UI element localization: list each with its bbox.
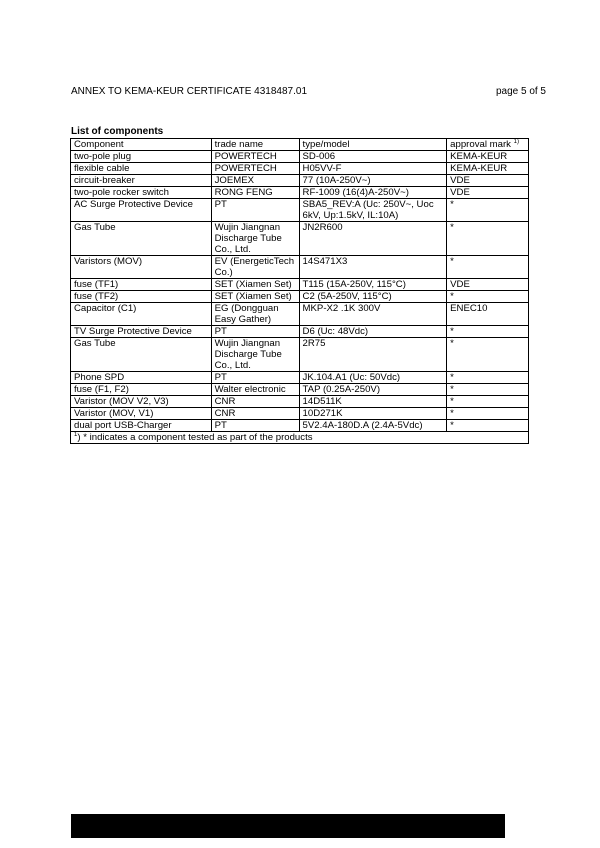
approval-mark-cell: * (447, 199, 529, 222)
table-row (71, 187, 529, 199)
trade-name-cell: POWERTECH (211, 151, 299, 163)
table-row (71, 175, 529, 187)
approval-mark-cell: KEMA-KEUR (447, 151, 529, 163)
table-row (71, 384, 529, 396)
table-row (71, 303, 529, 326)
approval-mark-cell: VDE (447, 175, 529, 187)
column-header-label: approval mark (450, 139, 511, 150)
component-cell: two-pole plug (71, 151, 212, 163)
approval-mark-cell: * (447, 384, 529, 396)
footnote-row (71, 432, 529, 444)
table-row (71, 372, 529, 384)
type-model-cell: D6 (Uc: 48Vdc) (299, 326, 447, 338)
table-header-row (71, 139, 529, 151)
trade-name-cell: PT (211, 199, 299, 222)
trade-name-cell: SET (Xiamen Set) (211, 291, 299, 303)
approval-mark-cell: * (447, 222, 529, 256)
component-cell: Phone SPD (71, 372, 212, 384)
redaction-bar (71, 814, 505, 838)
component-cell: Varistor (MOV V2, V3) (71, 396, 212, 408)
trade-name-cell: CNR (211, 396, 299, 408)
component-cell: Gas Tube (71, 338, 212, 372)
approval-mark-cell: KEMA-KEUR (447, 163, 529, 175)
type-model-cell: SBA5_REV:A (Uc: 250V~, Uoc 6kV, Up:1.5kV, IL:10A) (299, 199, 447, 222)
trade-name-cell: PT (211, 420, 299, 432)
table-row (71, 338, 529, 372)
table-row (71, 408, 529, 420)
approval-mark-cell: * (447, 408, 529, 420)
type-model-cell: 5V2.4A-180D.A (2.4A-5Vdc) (299, 420, 447, 432)
type-model-cell: 77 (10A-250V~) (299, 175, 447, 187)
footnote-marker: 1) (513, 138, 519, 145)
column-header-approval (447, 139, 529, 151)
column-header: trade name (211, 139, 299, 151)
approval-mark-cell: ENEC10 (447, 303, 529, 326)
footnote-superscript: 1 (74, 431, 78, 438)
trade-name-cell: POWERTECH (211, 163, 299, 175)
type-model-cell: JN2R600 (299, 222, 447, 256)
type-model-cell: RF-1009 (16(4)A-250V~) (299, 187, 447, 199)
type-model-cell: T115 (15A-250V, 115°C) (299, 279, 447, 291)
approval-mark-cell: * (447, 326, 529, 338)
table-row (71, 420, 529, 432)
trade-name-cell: EV (EnergeticTech Co.) (211, 256, 299, 279)
trade-name-cell: Walter electronic (211, 384, 299, 396)
type-model-cell: SD-006 (299, 151, 447, 163)
trade-name-cell: JOEMEX (211, 175, 299, 187)
table-row (71, 291, 529, 303)
type-model-cell: 14D511K (299, 396, 447, 408)
approval-mark-cell: * (447, 420, 529, 432)
component-cell: circuit-breaker (71, 175, 212, 187)
component-cell: Capacitor (C1) (71, 303, 212, 326)
approval-mark-cell: * (447, 291, 529, 303)
approval-mark-cell: VDE (447, 187, 529, 199)
component-cell: Varistor (MOV, V1) (71, 408, 212, 420)
component-cell: fuse (TF1) (71, 279, 212, 291)
component-cell: Varistors (MOV) (71, 256, 212, 279)
type-model-cell: JK.104.A1 (Uc: 50Vdc) (299, 372, 447, 384)
trade-name-cell: PT (211, 326, 299, 338)
footnote-text: ) * indicates a component tested as part of the products (77, 432, 313, 443)
component-cell: flexible cable (71, 163, 212, 175)
annex-title: ANNEX TO KEMA-KEUR CERTIFICATE 4318487.01 (71, 86, 308, 97)
approval-mark-cell: * (447, 372, 529, 384)
table-row (71, 151, 529, 163)
approval-mark-cell: * (447, 338, 529, 372)
trade-name-cell: Wujin Jiangnan Discharge Tube Co., Ltd. (211, 338, 299, 372)
approval-mark-cell: * (447, 256, 529, 279)
page-number: page 5 of 5 (495, 86, 546, 97)
component-cell: TV Surge Protective Device (71, 326, 212, 338)
type-model-cell: H05VV-F (299, 163, 447, 175)
type-model-cell: MKP-X2 .1K 300V (299, 303, 447, 326)
table-row (71, 326, 529, 338)
trade-name-cell: RONG FENG (211, 187, 299, 199)
type-model-cell: C2 (5A-250V, 115°C) (299, 291, 447, 303)
component-cell: fuse (TF2) (71, 291, 212, 303)
components-table (70, 138, 529, 444)
trade-name-cell: CNR (211, 408, 299, 420)
type-model-cell: 10D271K (299, 408, 447, 420)
list-title: List of components (71, 126, 164, 137)
table-row (71, 396, 529, 408)
column-header: type/model (299, 139, 447, 151)
component-cell: dual port USB-Charger (71, 420, 212, 432)
component-cell: AC Surge Protective Device (71, 199, 212, 222)
trade-name-cell: SET (Xiamen Set) (211, 279, 299, 291)
trade-name-cell: EG (Dongguan Easy Gather) (211, 303, 299, 326)
type-model-cell: 14S471X3 (299, 256, 447, 279)
table-row (71, 222, 529, 256)
table-row (71, 163, 529, 175)
footnote (71, 432, 529, 444)
column-header: Component (71, 139, 212, 151)
trade-name-cell: Wujin Jiangnan Discharge Tube Co., Ltd. (211, 222, 299, 256)
table-row (71, 279, 529, 291)
trade-name-cell: PT (211, 372, 299, 384)
table-row (71, 199, 529, 222)
type-model-cell: TAP (0.25A-250V) (299, 384, 447, 396)
component-cell: fuse (F1, F2) (71, 384, 212, 396)
table-row (71, 256, 529, 279)
approval-mark-cell: * (447, 396, 529, 408)
component-cell: two-pole rocker switch (71, 187, 212, 199)
component-cell: Gas Tube (71, 222, 212, 256)
type-model-cell: 2R75 (299, 338, 447, 372)
approval-mark-cell: VDE (447, 279, 529, 291)
